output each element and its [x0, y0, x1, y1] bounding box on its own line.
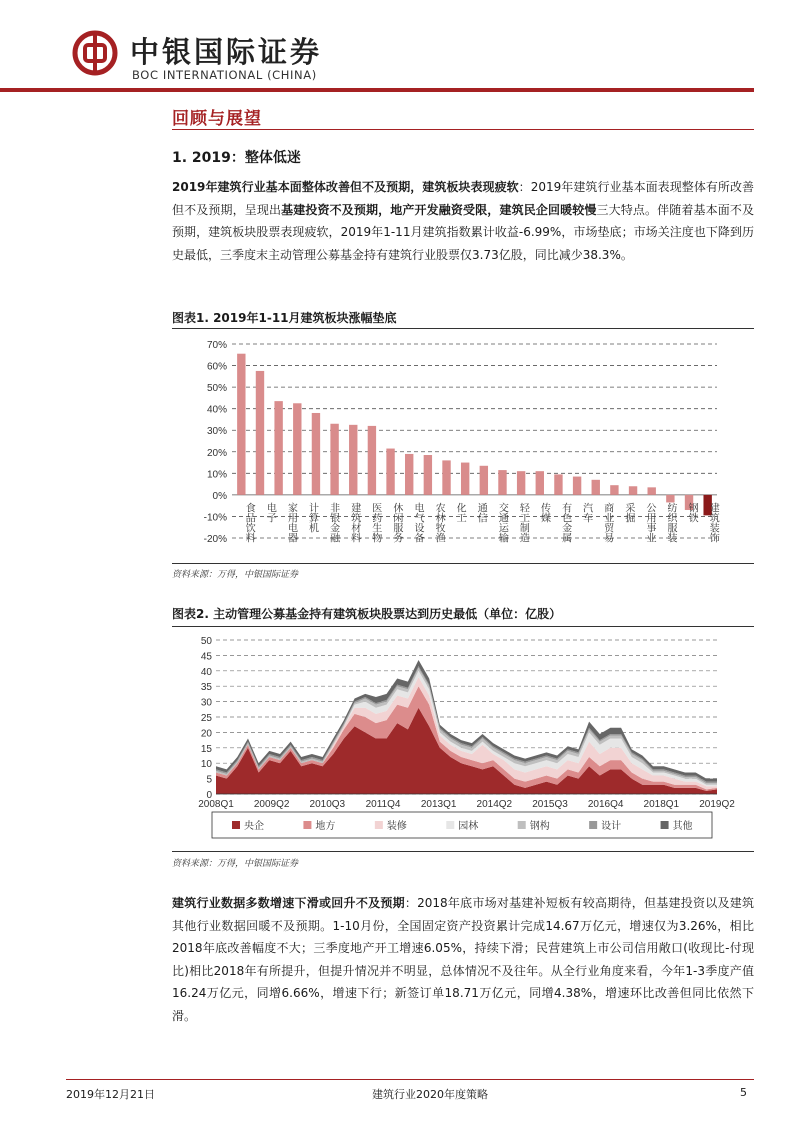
- x-category-label: 家用电器: [285, 502, 297, 543]
- figure2-area-chart: [172, 630, 754, 850]
- legend-label: 装修: [386, 821, 407, 832]
- footer-date: 2019年12月21日: [66, 1088, 155, 1101]
- bar: [405, 454, 413, 495]
- x-category-label: 建筑装饰: [707, 502, 719, 543]
- bar: [648, 487, 656, 495]
- bar: [666, 495, 674, 503]
- bar: [256, 371, 264, 495]
- y-tick-label: 40: [200, 666, 212, 678]
- legend-label: 设计: [601, 821, 622, 832]
- legend-swatch: [518, 821, 526, 829]
- para3-lead: 建筑行业数据多数增速下滑或回升不及预期: [172, 896, 405, 910]
- legend-label: 园林: [458, 821, 479, 832]
- x-category-label: 医药生物: [369, 502, 381, 543]
- x-category-label: 传媒: [538, 502, 550, 523]
- x-category-label: 建筑材料: [348, 502, 360, 543]
- para3-body: ：2018年底市场对基建补短板有较高期待，但基建投资以及建筑其他行业数据回暖不及预期。1-10月份，全国固定资产投资累计完成14.67万亿元，增速仅为3.26%，相比2018年底改善幅度不大；三季度地产开工增速6.05%，持续下滑；民营建筑上市公司信用敞口(收现比-付现比)相比2018年有所提升，但提升情况并不明显，总体情况不及往年。从全行业角度来看，今年1-3季度产值16.24万亿元，同增6.66%，增速下行；新签订单18.71万亿元，同增4.38%，增速环比改善但同比依然下滑。: [172, 896, 754, 1023]
- para1-body: ：2019年建筑行业基本面表现整体有所改善但不及预期，呈现出: [172, 180, 755, 217]
- para1-tail: 三大特点。伴随着基本面不及预期，建筑板块股票表现疲软，2019年1-11月建筑指数累计收益-6.99%，市场垫底；市场关注度也下降到历史最低，三季度末主动管理公募基金持有建筑行业股票仅3.73亿股，同比减少38.3%。: [172, 202, 754, 262]
- bar: [461, 463, 469, 495]
- bar: [312, 413, 320, 495]
- x-category-label: 轻工制造: [517, 502, 529, 543]
- y-tick-label: 35: [200, 682, 212, 694]
- footer-title: 建筑行业2020年度策略: [372, 1088, 488, 1101]
- bar: [480, 466, 488, 495]
- figure1-source: 资料来源：万得，中银国际证券: [172, 570, 299, 580]
- y-tick-label: 40%: [206, 404, 227, 416]
- x-category-label: 非银金融: [327, 502, 339, 543]
- x-tick-label: 2011Q4: [365, 799, 401, 810]
- figure1-title: 图表1. 2019年1-11月建筑板块涨幅垫底: [172, 311, 397, 325]
- bar: [349, 425, 357, 495]
- bar: [293, 403, 301, 495]
- x-tick-label: 2009Q2: [253, 799, 290, 810]
- para1-bold2: 基建投资不及预期，地产开发融资受限，建筑民企回暖较慢: [281, 202, 597, 217]
- x-tick-label: 2010Q3: [309, 799, 346, 810]
- legend-label: 央企: [244, 821, 264, 832]
- y-tick-label: 60%: [206, 361, 227, 373]
- y-tick-label: 30: [200, 697, 212, 709]
- legend-label: 钢构: [529, 821, 550, 832]
- x-category-label: 食品饮料: [243, 502, 255, 543]
- section-title: 回顾与展望: [172, 109, 262, 129]
- y-tick-label: 20%: [206, 447, 227, 459]
- bar: [536, 471, 544, 495]
- brand-name-en: BOC INTERNATIONAL (CHINA): [132, 68, 317, 82]
- bar: [498, 470, 506, 495]
- x-category-label: 休闲服务: [390, 502, 402, 543]
- y-tick-label: 10: [200, 759, 212, 771]
- x-tick-label: 2008Q1: [198, 799, 234, 810]
- bar: [610, 485, 618, 495]
- paragraph-intro: [172, 176, 754, 266]
- figure1-rule-bottom: [172, 563, 754, 564]
- legend-swatch: [661, 821, 669, 829]
- x-tick-label: 2014Q2: [476, 799, 513, 810]
- figure1-bar-chart: [172, 332, 754, 562]
- boc-logo: [72, 30, 118, 76]
- x-category-label: 电子: [264, 502, 276, 523]
- x-tick-label: 2016Q4: [587, 799, 624, 810]
- figure2-rule-top: [172, 626, 754, 627]
- legend-swatch: [589, 821, 597, 829]
- y-tick-label: 50: [200, 636, 212, 647]
- x-tick-label: 2013Q1: [420, 799, 457, 810]
- y-tick-label: 0%: [212, 490, 227, 502]
- y-tick-label: 20: [200, 728, 212, 740]
- subsection-title: 1. 2019：整体低迷: [172, 150, 301, 166]
- y-tick-label: 30%: [206, 426, 227, 438]
- x-tick-label: 2015Q3: [532, 799, 568, 810]
- bar: [274, 401, 282, 495]
- bar: [424, 455, 432, 495]
- y-tick-label: 45: [200, 651, 212, 663]
- legend-swatch: [446, 821, 454, 829]
- bar: [629, 486, 637, 495]
- x-category-label: 电气设备: [411, 502, 423, 543]
- footer-rule: [66, 1079, 754, 1080]
- page-number: 5: [740, 1086, 747, 1099]
- x-tick-label: 2018Q1: [643, 799, 680, 810]
- y-tick-label: 70%: [206, 340, 227, 351]
- figure1-rule-top: [172, 328, 754, 329]
- bar: [517, 471, 525, 495]
- x-category-label: 公用事业: [643, 502, 655, 543]
- legend-label: 地方: [315, 821, 336, 832]
- x-category-label: 纺织服装: [665, 502, 677, 543]
- figure2-rule-bottom: [172, 851, 754, 852]
- bar: [554, 474, 562, 494]
- bar: [573, 477, 581, 495]
- x-category-label: 汽车: [580, 502, 592, 523]
- y-tick-label: 0: [206, 790, 212, 801]
- x-category-label: 商业贸易: [601, 502, 613, 543]
- legend-swatch: [375, 821, 383, 829]
- bar: [592, 480, 600, 495]
- legend-swatch: [303, 821, 311, 829]
- paragraph-industry-data: [172, 892, 754, 1027]
- y-tick-label: 50%: [206, 383, 227, 395]
- y-tick-label: 5: [206, 774, 212, 786]
- y-tick-label: 15: [200, 743, 212, 755]
- legend-label: 其他: [672, 821, 693, 832]
- x-category-label: 农林牧渔: [433, 502, 445, 543]
- figure2-source: 资料来源：万得，中银国际证券: [172, 859, 299, 869]
- bar: [386, 449, 394, 495]
- legend-swatch: [232, 821, 240, 829]
- x-category-label: 计算机: [306, 502, 318, 533]
- brand-name-cn: 中银国际证券: [130, 35, 323, 69]
- figure2-title: 图表2. 主动管理公募基金持有建筑板块股票达到历史最低（单位：亿股）: [172, 607, 562, 621]
- y-tick-label: -10%: [203, 512, 227, 524]
- x-category-label: 有色金属: [559, 502, 571, 543]
- x-category-label: 交通运输: [496, 502, 508, 543]
- x-category-label: 通信: [475, 502, 487, 523]
- y-tick-label: 10%: [206, 469, 227, 481]
- y-tick-label: 25: [200, 713, 212, 724]
- x-tick-label: 2019Q2: [699, 799, 735, 810]
- bar: [330, 424, 338, 495]
- x-category-label: 化工: [454, 502, 466, 523]
- bar: [442, 460, 450, 494]
- bar: [237, 354, 245, 495]
- x-category-label: 钢铁: [686, 502, 698, 523]
- section-rule: [172, 129, 754, 130]
- para1-lead: 2019年建筑行业基本面整体改善但不及预期，建筑板块表现疲软: [172, 180, 519, 194]
- y-tick-label: -20%: [203, 534, 227, 545]
- header-rule: [0, 88, 754, 92]
- x-category-label: 采掘: [622, 502, 634, 523]
- bar: [368, 426, 376, 495]
